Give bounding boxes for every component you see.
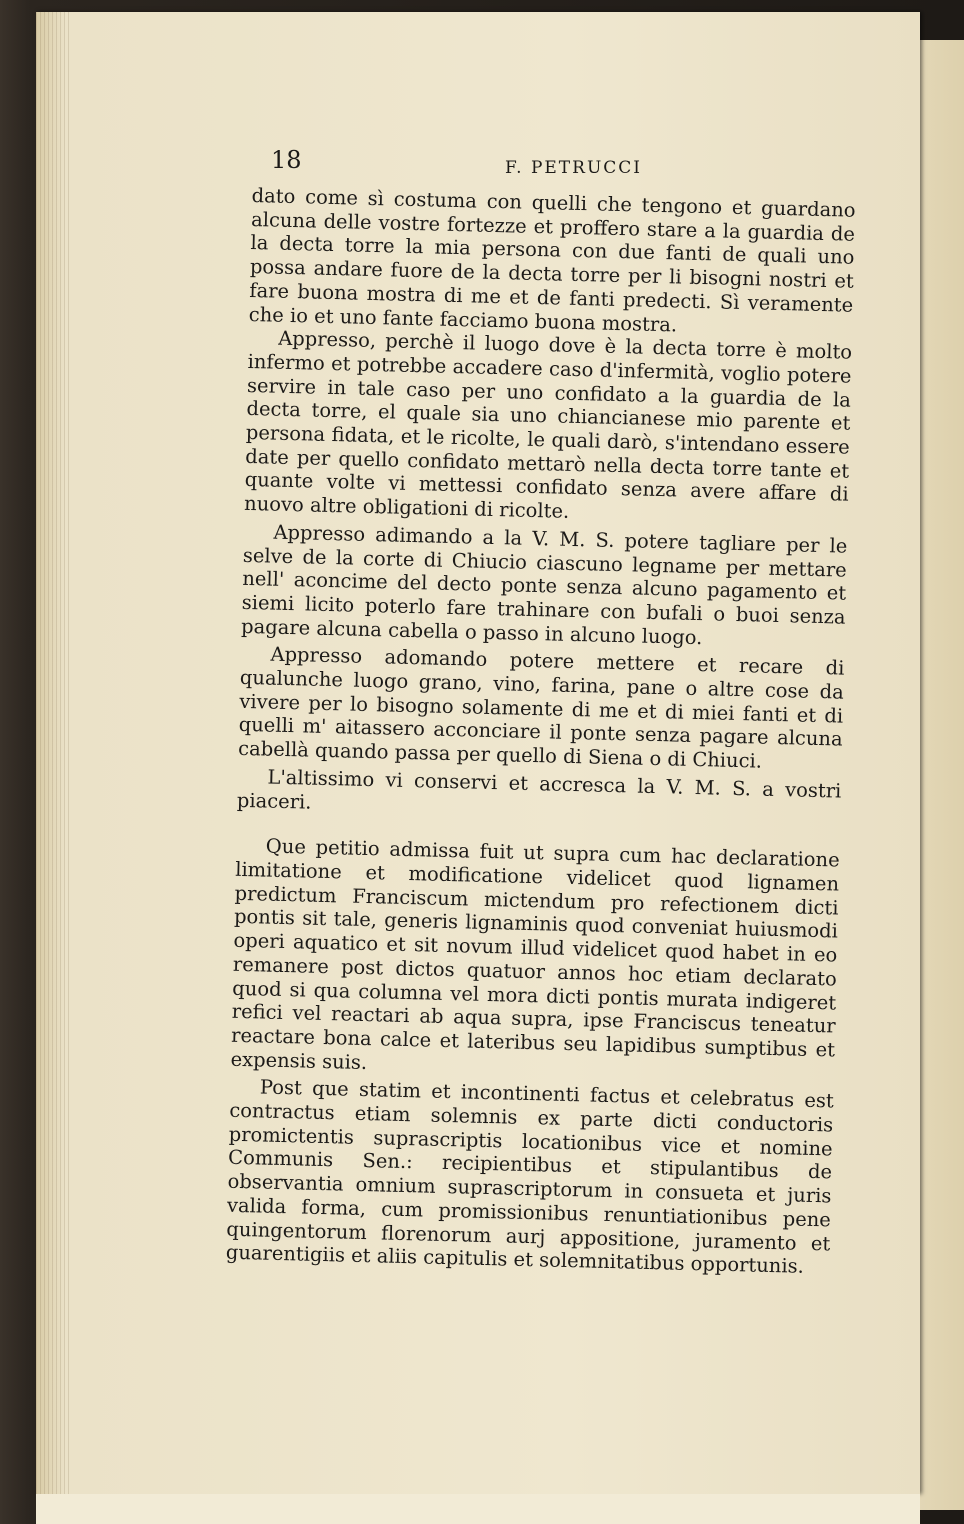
page-gutter: [36, 12, 70, 1494]
paragraph-closing-salutation: L'altissimo vi conservi et accresca la V. M. S. a vostri piaceri.: [236, 765, 842, 814]
page-number: 18: [271, 146, 302, 174]
page-body: [226, 184, 856, 1279]
running-head: F. PETRUCCI: [505, 158, 642, 178]
paragraph-petitio-admissa: Que petitio admissa fuit ut supra cum hac declaratione limitatione et modificatione videlicet quod lignamen predictum Franciscum mictendum pro refectionem dicti pontis sit tale, generis lignaminis quod conveniat huiusmodi operi aquatico et sit novum illud videlicet quod habet in eo remanere post dictos quatuor annos hoc etiam declarato quod si qua columna vel mora dicti pontis murata indigeret refici vel reactari ab aqua supra, ipse Franciscus teneatur reactare bona calce et lateribus seu lapidibus sumptibus et expensis suis.: [230, 834, 840, 1074]
paragraph-vettovaglie: Appresso adomando potere mettere et recare di qualunche luogo grano, vino, farina, pane o altre cose da vivere per lo bisogno solamente di me et di miei fanti et di quelli m' aitassero acconciare il ponte senza pagare alcuna cabellà quando passa per quello di Siena o di Chiuci.: [237, 642, 845, 773]
page-bottom-margin: [36, 1494, 920, 1524]
paragraph-legname: Appresso adimando a la V. M. S. potere tagliare per le selve de la corte di Chiucio ciascuno legname per mettare nell' aconcime del decto ponte senza alcuno pagamento et siemi licito poterlo fare trahinare con bufali o buoi senza pagare alcuna cabella o passo in alcuno luogo.: [240, 520, 848, 649]
paragraph-continuation: dato come sì costuma con quelli che tengono et guardano alcuna delle vostre fortezze et proffero stare a la guardia de la decta torre la mia persona con due fanti de quali uno possa andare fuore de la decta torre per li bisogni nostri et fare buona mostra di me et de fanti predecti. Sì veramente che io et uno fante facciamo buona mostra.: [248, 184, 856, 336]
paragraph-infermita: Appresso, perchè il luogo dove è la decta torre è molto infermo et potrebbe accadere caso d'infermità, voglio potere servire in tale caso per uno confidato a la guardia de la decta torre, el quale sia uno chiancianese mio parente et persona fidata, et le ricolte, le quali darò, s'intendano essere date per quello confidato mettarò nella decta torre tante et quante volte vi mettessi confidato senza avere affare di nuovo altre obligationi di ricolte.: [243, 326, 853, 523]
paragraph-contractus: Post que statim et incontinenti factus et celebratus est contractus etiam solemnis ex parte dicti conductoris promictentis suprascriptis locationibus vice et nomine Communis Sen.: recipientibus et stipulantibus de observantia omnium suprascriptorum in consueta et juris valida forma, cum promissionibus renuntiationibus pene quingentorum florenorum aurj appositione, juramento et guarentigiis et aliis capitulis et solemnitatibus opportunis.: [225, 1075, 835, 1279]
